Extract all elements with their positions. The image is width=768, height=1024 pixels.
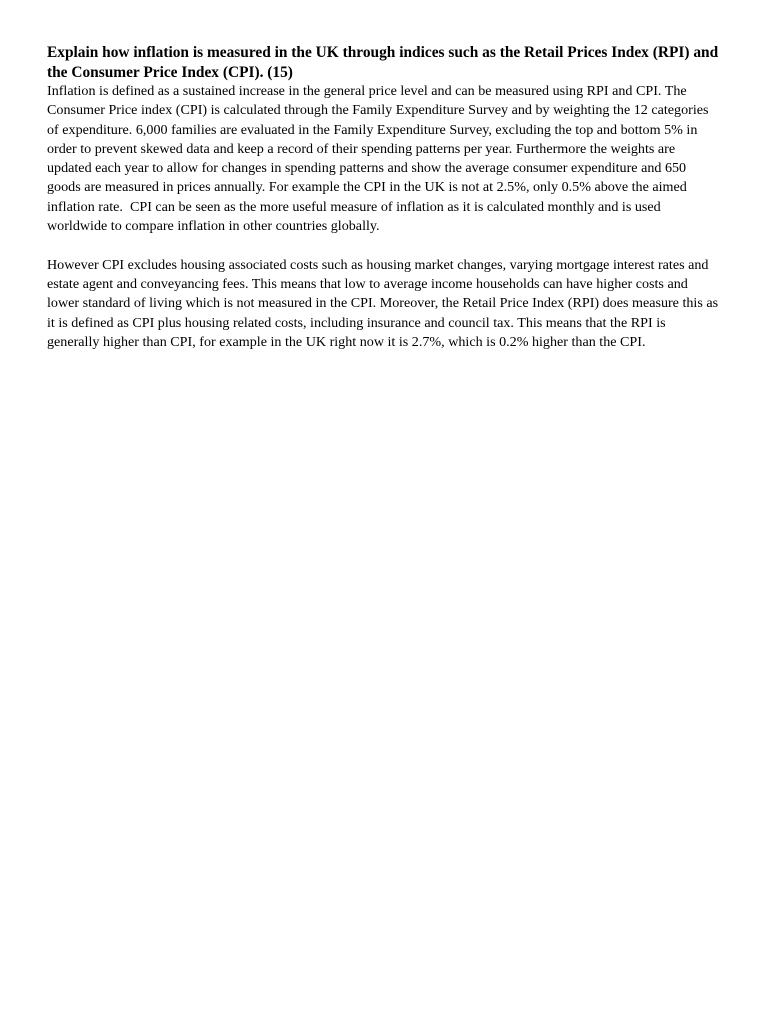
- document-page: [47, 43, 722, 352]
- answer-paragraph-1: Inflation is defined as a sustained increase in the general price level and can be measured using RPI and CPI. The Consumer Price index (CPI) is calculated through the Family Expenditure Survey and by weighting the 12 categories of expenditure. 6,000 families are evaluated in the Family Expenditure Survey, excluding the top and bottom 5% in order to prevent skewed data and keep a record of their spending patterns per year. Furthermore the weights are updated each year to allow for changes in spending patterns and show the average consumer expenditure and 650 goods are measured in prices annually. For example the CPI in the UK is not at 2.5%, only 0.5% above the aimed inflation rate. CPI can be seen as the more useful measure of inflation as it is calculated monthly and is used worldwide to compare inflation in other countries globally.: [47, 83, 713, 235]
- question-heading: Explain how inflation is measured in the UK through indices such as the Retail Prices Index (RPI) and the Consumer Price Index (CPI). (15): [47, 44, 719, 81]
- answer-paragraph-2: However CPI excludes housing associated costs such as housing market changes, varying mortgage interest rates and estate agent and conveyancing fees. This means that low to average income households can have higher costs and lower standard of living which is not measured in the CPI. Moreover, the Retail Price Index (RPI) does measure this as it is defined as CPI plus housing related costs, including insurance and council tax. This means that the RPI is generally higher than CPI, for example in the UK right now it is 2.7%, which is 0.2% higher than the CPI.: [47, 256, 722, 350]
